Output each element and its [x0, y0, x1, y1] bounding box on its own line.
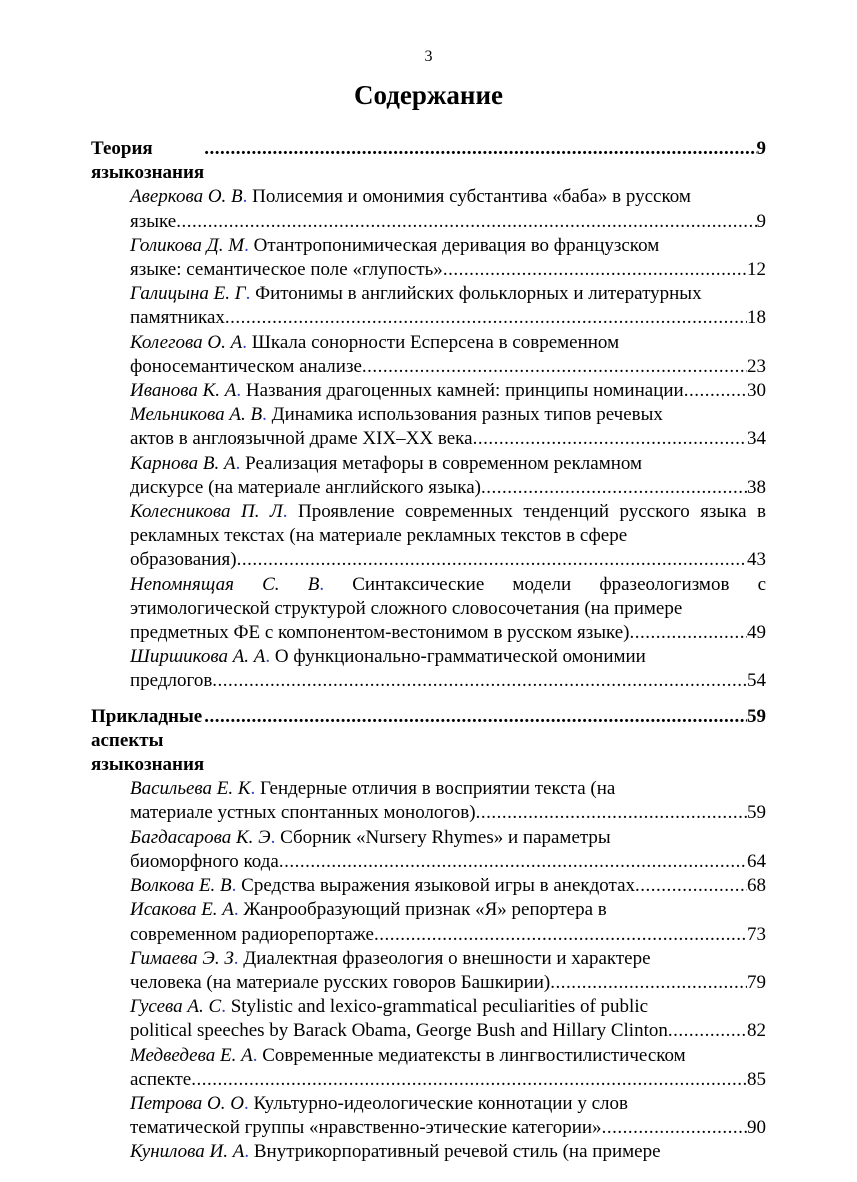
- entry-last-line: [130, 669, 766, 693]
- entry-last-line: [130, 621, 766, 645]
- author-period: .: [233, 899, 239, 921]
- dot-leader: [602, 1116, 747, 1140]
- entry-author: Колегова О. А: [130, 331, 243, 353]
- dot-leader: [550, 971, 747, 995]
- entry-title-tail: образования): [130, 549, 237, 571]
- entry-page-number: 23: [747, 355, 766, 377]
- entry-title-tail: фоносемантическом анализе: [130, 355, 362, 377]
- dot-leader: [473, 427, 747, 451]
- entry-title-lead: [130, 995, 766, 1019]
- toc-entry[interactable]: [130, 995, 766, 1043]
- entry-title-tail: памятниках: [130, 307, 225, 329]
- toc-entry[interactable]: [130, 826, 766, 874]
- entry-page-number: 38: [747, 476, 766, 498]
- entry-page-number: 68: [747, 875, 766, 897]
- entry-title-tail: языке: семантическое поле «глупость»: [130, 259, 443, 281]
- entry-author: Багдасарова К. Э: [130, 826, 271, 848]
- author-period: .: [282, 501, 288, 523]
- page-number: 3: [424, 48, 433, 65]
- entry-last-line: [130, 306, 766, 330]
- toc-entry[interactable]: [130, 874, 766, 898]
- entry-title-text: [130, 874, 635, 898]
- toc-entry[interactable]: [130, 234, 766, 282]
- section-heading[interactable]: [91, 137, 766, 185]
- entry-last-line: [130, 923, 766, 947]
- dot-leader: [476, 801, 747, 825]
- dot-leader: [668, 1019, 747, 1043]
- entry-last-line: [130, 427, 766, 451]
- dot-leader: [212, 669, 747, 693]
- dot-leader: [191, 1068, 747, 1092]
- entry-last-line: [130, 258, 766, 282]
- entry-page-number: 79: [747, 971, 766, 993]
- dot-leader: [176, 210, 756, 234]
- author-period: .: [270, 826, 276, 848]
- entry-author: Медведева Е. А: [130, 1044, 253, 1066]
- entry-title-text: Диалектная фразеология о внешности и характере: [243, 947, 651, 969]
- entry-last-line: [130, 210, 766, 234]
- entry-title-tail: предлогов: [130, 670, 213, 692]
- entry-author: Непомнящая С. В: [130, 573, 320, 595]
- entry-last-line: [130, 801, 766, 825]
- entry-title-text: Гендерные отличия в восприятии текста (на: [260, 778, 616, 800]
- entry-title-lead: [130, 185, 766, 209]
- entry-title-tail: биоморфного кода: [130, 850, 279, 872]
- toc-entry[interactable]: [130, 947, 766, 995]
- toc-entry[interactable]: [130, 331, 766, 379]
- entry-author: Гимаева Э. З: [130, 947, 234, 969]
- entry-title-text: О функционально-грамматической омонимии: [274, 646, 646, 668]
- dot-leader: [204, 705, 747, 729]
- entry-title-lead: [130, 500, 766, 548]
- dot-leader: [443, 258, 747, 282]
- entry-title-tail: political speeches by Barack Obama, George Bush and Hillary Clinton: [130, 1020, 668, 1042]
- entry-title-lead: [130, 573, 766, 621]
- entry-page-number: 34: [747, 428, 766, 450]
- toc-section: [91, 705, 766, 1165]
- author-period: .: [319, 573, 325, 595]
- entry-title-tail: Названия драгоценных камней: принципы номинации: [245, 380, 684, 402]
- entry-author: Галицына Е. Г: [130, 283, 246, 305]
- toc-entry[interactable]: [130, 898, 766, 946]
- author-period: .: [242, 186, 248, 208]
- entry-author: Гусева А. С: [130, 996, 222, 1018]
- entry-title-text: Фитонимы в английских фольклорных и литературных: [255, 283, 702, 305]
- toc-entry[interactable]: [130, 1140, 766, 1164]
- entry-last-line: [130, 355, 766, 379]
- dot-leader: [204, 137, 756, 161]
- entry-page-number: 59: [747, 802, 766, 824]
- toc-entry[interactable]: [130, 573, 766, 646]
- entry-page-number: 43: [747, 549, 766, 571]
- dot-leader: [684, 379, 747, 403]
- entry-title-tail: языке: [130, 210, 177, 232]
- author-period: .: [233, 947, 239, 969]
- entry-page-number: 9: [756, 210, 766, 232]
- entry-author: Васильева Е. К: [130, 778, 251, 800]
- entry-title-text: Культурно-идеологические коннотации у слов: [253, 1092, 628, 1114]
- entry-page-number: 54: [747, 670, 766, 692]
- entry-author: Голикова Д. М: [130, 234, 245, 256]
- entry-author: Исакова Е. А: [130, 899, 234, 921]
- entry-title-text: Stylistic and lexico-grammatical peculiarities of public: [230, 996, 649, 1018]
- entry-title-lead: [130, 234, 766, 258]
- author-period: .: [243, 1092, 249, 1114]
- entry-page-number: 30: [747, 380, 766, 402]
- entry-last-line: [130, 1019, 766, 1043]
- author-period: .: [252, 1044, 258, 1066]
- dot-leader: [225, 306, 747, 330]
- entry-title-text: [130, 379, 684, 403]
- author-period: .: [235, 452, 241, 474]
- toc-entry[interactable]: [130, 185, 766, 233]
- entry-title-text: Шкала сонорности Есперсена в современном: [251, 331, 620, 353]
- entry-title-tail: человека (на материале русских говоров Башкирии): [130, 971, 551, 993]
- toc-entry[interactable]: [130, 452, 766, 500]
- entry-title-tail: дискурсе (на материале английского языка): [130, 476, 481, 498]
- author-period: .: [221, 996, 226, 1018]
- section-page-number: 9: [756, 138, 766, 159]
- entry-author: Аверкова О. В: [130, 186, 243, 208]
- entry-page-number: 18: [747, 307, 766, 329]
- author-period: .: [250, 778, 256, 800]
- entry-page-number: 85: [747, 1068, 766, 1090]
- entry-title-tail: аспекте: [130, 1068, 192, 1090]
- author-period: .: [244, 234, 249, 256]
- entry-title-text: Синтаксические модели фразеологизмов с этимологической структурой сложного словосочетания (на примере: [130, 573, 767, 619]
- entry-last-line: [130, 476, 766, 500]
- entry-title-tail: тематической группы «нравственно-этические категории»: [130, 1117, 602, 1139]
- entry-last-line: [130, 971, 766, 995]
- entry-title-text: Полисемия и омонимия субстантива «баба» в русском: [252, 186, 691, 208]
- author-period: .: [245, 283, 251, 305]
- entry-title-lead: [130, 947, 766, 971]
- toc-entry[interactable]: [130, 282, 766, 330]
- entry-title-tail: современном радиорепортаже: [130, 923, 374, 945]
- entry-title-lead: [130, 452, 766, 476]
- entry-title-tail: предметных ФЕ с компонентом-вестонимом в русском языке): [130, 622, 630, 644]
- entry-author: Ширшикова А. А: [130, 646, 266, 668]
- entry-title-lead: [130, 898, 766, 922]
- section-title: Прикладные аспекты языкознания: [91, 705, 205, 776]
- table-of-contents: [91, 137, 766, 1165]
- entry-author: Иванова К. А: [130, 380, 237, 402]
- toc-entry[interactable]: [130, 403, 766, 451]
- entry-page-number: 82: [747, 1020, 766, 1042]
- entry-author: Мельникова А. В: [130, 404, 263, 426]
- entry-title-text: Реализация метафоры в современном рекламном: [245, 452, 643, 474]
- entry-title-lead: [130, 1044, 766, 1068]
- entry-title-tail: Средства выражения языковой игры в анекдотах: [241, 875, 636, 897]
- entry-title-text: Современные медиатексты в лингвостилистическом: [262, 1044, 686, 1066]
- entry-last-line: [130, 1068, 766, 1092]
- author-period: .: [265, 646, 271, 668]
- entry-page-number: 73: [747, 923, 766, 945]
- dot-leader: [237, 548, 747, 572]
- dot-leader: [481, 476, 747, 500]
- entry-author: Петрова О. О: [130, 1092, 244, 1114]
- entry-author: Волкова Е. В: [130, 875, 232, 897]
- dot-leader: [279, 850, 747, 874]
- entry-title-tail: материале устных спонтанных монологов): [130, 802, 476, 824]
- toc-entry[interactable]: [130, 1092, 766, 1140]
- entry-last-line: [130, 548, 766, 572]
- toc-entry[interactable]: [130, 1044, 766, 1092]
- entry-page-number: 12: [747, 259, 766, 281]
- author-period: .: [231, 875, 237, 897]
- author-period: .: [236, 380, 242, 402]
- author-period: .: [242, 331, 247, 353]
- entry-title-lead: [130, 645, 766, 669]
- entry-last-line: [130, 850, 766, 874]
- toc-section: [91, 137, 766, 694]
- dot-leader: [629, 621, 747, 645]
- entry-last-line: [130, 1116, 766, 1140]
- entry-title-lead: [130, 282, 766, 306]
- author-period: .: [244, 1141, 250, 1163]
- entry-author: Колесникова П. Л: [130, 501, 283, 523]
- toc-entry[interactable]: [130, 500, 766, 573]
- entry-author: Карнова В. А: [130, 452, 236, 474]
- section-heading[interactable]: [91, 705, 766, 778]
- toc-entry[interactable]: [130, 379, 766, 403]
- section-title: Теория языкознания: [91, 138, 205, 184]
- entry-title-text: Сборник «Nursery Rhymes» и параметры: [280, 826, 611, 848]
- entry-page-number: 90: [747, 1117, 766, 1139]
- entry-title-lead: [130, 331, 766, 355]
- entry-title-text: Динамика использования разных типов речевых: [271, 404, 663, 426]
- page-title: Содержание: [353, 80, 504, 110]
- entry-title-lead: [130, 1140, 766, 1164]
- section-page-number: 59: [747, 705, 766, 727]
- entry-title-text: Отантропонимическая деривация во французском: [253, 234, 660, 256]
- dot-leader: [362, 355, 747, 379]
- entry-title-text: Внутрикорпоративный речевой стиль (на примере: [253, 1141, 661, 1163]
- entry-single-line: [130, 379, 766, 403]
- entry-title-text: Проявление современных тенденций русского языка в рекламных текстах (на материале рекламных текстов в сфере: [130, 501, 767, 547]
- entry-title-lead: [130, 826, 766, 850]
- dot-leader: [374, 923, 747, 947]
- author-period: .: [262, 404, 267, 426]
- entry-page-number: 64: [747, 850, 766, 872]
- dot-leader: [635, 874, 747, 898]
- toc-entry[interactable]: [130, 777, 766, 825]
- entry-single-line: [130, 874, 766, 898]
- entry-title-lead: [130, 1092, 766, 1116]
- entry-page-number: 49: [747, 622, 766, 644]
- entry-title-tail: актов в англоязычной драме XIX–XX века: [130, 428, 473, 450]
- entry-author: Кунилова И. А: [130, 1141, 245, 1163]
- toc-entry[interactable]: [130, 645, 766, 693]
- entry-title-text: Жанрообразующий признак «Я» репортера в: [243, 899, 607, 921]
- entry-title-lead: [130, 403, 766, 427]
- entry-title-lead: [130, 777, 766, 801]
